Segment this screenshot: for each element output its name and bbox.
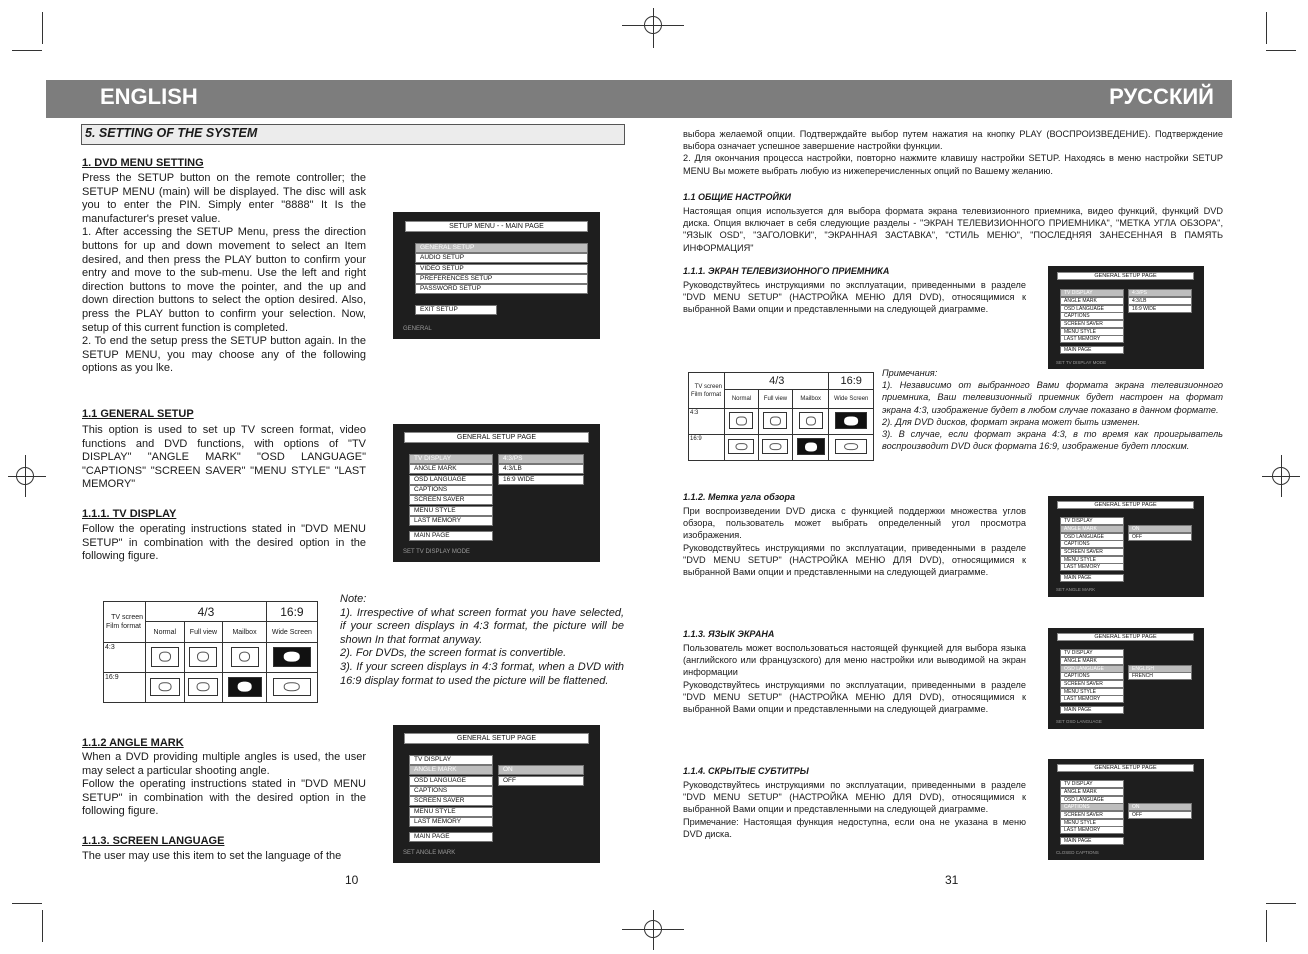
tv-display-heading: 1.1.1. TV DISPLAY: [82, 508, 177, 520]
ru-tv-heading: 1.1.1. ЭКРАН ТЕЛЕВИЗИОННОГО ПРИЕМНИКА: [683, 266, 890, 276]
table-cell: [758, 409, 792, 435]
option-item[interactable]: 16:9 WIDE: [498, 475, 584, 485]
menu-title: GENERAL SETUP PAGE: [1057, 633, 1194, 641]
screen-icon: [231, 647, 259, 667]
column-header: Mailbox: [792, 390, 829, 409]
option-item[interactable]: FRENCH: [1128, 672, 1192, 680]
menu-item[interactable]: CAPTIONS: [1060, 312, 1124, 320]
menu-item[interactable]: ANGLE MARK: [1060, 525, 1124, 533]
crop-mark: [8, 476, 46, 477]
table-cell: [829, 435, 874, 461]
menu-status: SET TV DISPLAY MODE: [403, 549, 470, 555]
menu-title: SETUP MENU - - MAIN PAGE: [405, 221, 588, 232]
menu-item[interactable]: CAPTIONS: [1060, 803, 1124, 811]
screen-icon: [728, 439, 754, 454]
menu-item[interactable]: TV DISPLAY: [1060, 780, 1124, 788]
menu-item[interactable]: AUDIO SETUP: [415, 253, 588, 263]
menu-item[interactable]: PASSWORD SETUP: [415, 284, 588, 294]
table-cell: [792, 435, 829, 461]
menu-item[interactable]: CAPTIONS: [1060, 540, 1124, 548]
angle-mark-screen: [393, 725, 600, 863]
menu-item[interactable]: PREFERENCES SETUP: [415, 274, 588, 284]
column-header: 16:9: [266, 602, 317, 622]
setup-menu-screen: [393, 212, 600, 339]
menu-item[interactable]: OSD LANGUAGE: [409, 776, 493, 786]
option-item[interactable]: 4:3/LB: [498, 464, 584, 474]
screen-icon: [150, 678, 180, 696]
menu-item[interactable]: ANGLE MARK: [409, 464, 493, 474]
column-header: Wide Screen: [829, 390, 874, 409]
main-page-item[interactable]: MAIN PAGE: [1060, 346, 1124, 354]
menu-status: SET TV DISPLAY MODE: [1056, 360, 1107, 365]
russian-label: РУССКИЙ: [1109, 84, 1214, 109]
menu-status: CLOSED CAPTIONS: [1056, 850, 1099, 855]
menu-status: SET ANGLE MARK: [1056, 587, 1096, 592]
screen-icon: [763, 412, 787, 429]
ru-captions-heading: 1.1.4. СКРЫТЫЕ СУБТИТРЫ: [683, 766, 809, 776]
ru-osd-language-screen: [1048, 628, 1204, 729]
crop-mark: [42, 12, 43, 44]
menu-item[interactable]: TV DISPLAY: [409, 454, 493, 464]
column-header: 4/3: [725, 373, 829, 390]
menu-item[interactable]: OSD LANGUAGE: [1060, 796, 1124, 804]
menu-item[interactable]: CAPTIONS: [1060, 672, 1124, 680]
crop-mark: [1281, 455, 1282, 497]
screen-icon: [228, 677, 262, 697]
menu-title: GENERAL SETUP PAGE: [404, 733, 589, 744]
screen-icon: [273, 678, 311, 696]
table-cell: [829, 409, 874, 435]
crop-mark: [12, 903, 42, 904]
column-header: Wide Screen: [266, 622, 317, 643]
screen-icon: [189, 647, 217, 667]
table-cell: [184, 643, 223, 673]
main-page-item[interactable]: MAIN PAGE: [1060, 837, 1124, 845]
row-header: 16:9: [104, 673, 146, 703]
menu-item[interactable]: CAPTIONS: [409, 786, 493, 796]
tv-notes: Note: 1). Irrespective of what screen format you have selected, if your screen displays in 4:3 format, the picture will be shown In that format anyway. 2). For DVDs, the screen format is convertible. 3). If your screen displays in 4:3 format, when a DVD with 16:9 display format to used the picture will be flattened.: [340, 593, 624, 687]
menu-item[interactable]: ANGLE MARK: [1060, 657, 1124, 665]
ru-general-text: Настоящая опция используется для выбора формата экрана телевизионного приемника, видео функций, функций DVD диска. Опция включает в себя следующие разделы - "ЭКРАН ТЕЛЕВИЗИОННОГО ПРИЕМНИКА", "МЕТКА УГЛА ОБЗОРА", "ЯЗЫК OSD", "ЗАГОЛОВКИ", "ЭКРАННАЯ ЗАСТАВКА", "СТИЛЬ МЕНЮ", "ПОСЛЕДНЯЯ ЗАНЕСЕННАЯ В ПАМЯТЬ ИНФОРМАЦИЯ": [683, 206, 1223, 253]
menu-item[interactable]: MENU STYLE: [1060, 819, 1124, 827]
crop-mark: [25, 455, 26, 497]
angle-mark-text: When a DVD providing multiple angles is used, the user may select a particular shooting angle. Follow the operating instructions stated in "DVD MENU SETUP" in combination with the desired option in the following figure.: [82, 751, 366, 818]
option-item[interactable]: OFF: [1128, 533, 1192, 541]
option-item[interactable]: OFF: [498, 776, 584, 786]
screen-icon: [797, 438, 825, 455]
menu-item[interactable]: ANGLE MARK: [1060, 788, 1124, 796]
table-cell: [184, 673, 223, 703]
menu-item[interactable]: ANGLE MARK: [409, 765, 493, 775]
general-setup-tv-screen: [393, 424, 600, 562]
angle-mark-heading: 1.1.2 ANGLE MARK: [82, 737, 184, 749]
menu-item[interactable]: LAST MEMORY: [409, 817, 493, 827]
screen-language-text: The user may use this item to set the language of the: [82, 850, 342, 862]
screen-icon: [799, 412, 823, 429]
menu-item[interactable]: MENU STYLE: [1060, 328, 1124, 336]
ru-tv-text: Руководствуйтесь инструкциями по эксплуатации, приведенными в разделе "DVD MENU SETUP" (НАСТРОЙКА МЕНЮ ДЛЯ DVD), относящимися к выбранной Вами опции и представленными на следующей диаграмме.: [683, 280, 1026, 315]
crop-mark: [1266, 903, 1296, 904]
column-header: Mailbox: [223, 622, 267, 643]
menu-item[interactable]: TV DISPLAY: [1060, 517, 1124, 525]
main-page-item[interactable]: MAIN PAGE: [1060, 706, 1124, 714]
table-cell: [725, 435, 759, 461]
ru-general-heading: 1.1 ОБЩИЕ НАСТРОЙКИ: [683, 192, 791, 202]
english-label: ENGLISH: [100, 84, 198, 109]
crop-mark: [1266, 12, 1267, 44]
table-cell: [792, 409, 829, 435]
menu-status: SET OSD LANGUAGE: [1056, 719, 1102, 724]
row-header: 4:3: [104, 643, 146, 673]
menu-item[interactable]: SCREEN SAVER: [409, 495, 493, 505]
page-number-left: 10: [345, 873, 359, 887]
menu-item[interactable]: LAST MEMORY: [1060, 826, 1124, 834]
ru-language-heading: 1.1.3. ЯЗЫК ЭКРАНА: [683, 629, 775, 639]
column-header: 4/3: [146, 602, 267, 622]
dvd-menu-text: Press the SETUP button on the remote controller; the SETUP MENU (main) will be displayed. The disc will ask you to enter the PIN. Simply enter "8888" It Is the manufacturer's preset value. 1. After accessing the SETUP Menu, press the direction buttons for up and down movement to select an Item desired, and then press the PLAY button to confirm your entry and move to the sub-menu. Use the left and right direction buttons to move the pointer, and the up and down direction buttons to select the option desired. Also, press the PLAY button to confirm your selection. Now, setup of this current function is completed. 2. To end the setup press the SETUP button again. In the SETUP MENU, you may choose any of the following options as you lke.: [82, 172, 366, 375]
menu-item[interactable]: SCREEN SAVER: [409, 796, 493, 806]
column-header: Normal: [725, 390, 759, 409]
menu-title: GENERAL SETUP PAGE: [1057, 764, 1194, 772]
menu-item[interactable]: ANGLE MARK: [1060, 297, 1124, 305]
menu-item[interactable]: SCREEN SAVER: [1060, 680, 1124, 688]
main-page-item[interactable]: MAIN PAGE: [1060, 574, 1124, 582]
ru-language-text: Пользователь может воспользоваться настоящей функцией для выбора языка (английского или французского) для меню настройки или выводимой на экран информации Руководствуйтесь инструкциями по эксплуатации, приведенными в разделе "DVD MENU SETUP" (НАСТРОЙКА МЕНЮ ДЛЯ DVD), относящимися к выбранной Вами опции и представленными на следующей диаграмме.: [683, 643, 1026, 715]
menu-item[interactable]: LAST MEMORY: [1060, 695, 1124, 703]
ru-angle-text: При воспроизведении DVD диска с функцией поддержки множества углов обзора, пользователь может выбрать определенный угол просмотра изображения. Руководствуйтесь инструкциями по эксплуатации, приведенными в разделе "DVD MENU SETUP" (НАСТРОЙКА МЕНЮ ДЛЯ DVD), относящимися к выбранной Вами опции и представленными на следующей диаграмме.: [683, 506, 1026, 578]
ru-angle-mark-screen: [1048, 496, 1204, 597]
menu-item[interactable]: GENERAL SETUP: [415, 243, 588, 253]
section-title: 5. SETTING OF THE SYSTEM: [81, 124, 625, 145]
menu-item[interactable]: MENU STYLE: [1060, 688, 1124, 696]
general-setup-text: This option is used to set up TV screen format, video functions and DVD functions, with options of "TV DISPLAY" "ANGLE MARK" "OSD LANGUAGE" "CAPTIONS" "SCREEN SAVER" "MENU STYLE" "LAST MEMORY": [82, 424, 366, 491]
row-header: 4:3: [689, 409, 725, 435]
menu-item[interactable]: SCREEN SAVER: [1060, 811, 1124, 819]
option-item[interactable]: ON: [498, 765, 584, 775]
menu-item[interactable]: OSD LANGUAGE: [409, 475, 493, 485]
ru-tv-display-screen: [1048, 266, 1204, 369]
table-cell: [266, 673, 317, 703]
screen-language-heading: 1.1.3. SCREEN LANGUAGE: [82, 835, 225, 847]
option-item[interactable]: ON: [1128, 525, 1192, 533]
crop-mark: [653, 910, 654, 950]
table-cell: [146, 673, 185, 703]
row-header: 16:9: [689, 435, 725, 461]
column-header: Full view: [184, 622, 223, 643]
table-corner: TV screen Film format: [689, 373, 725, 409]
screen-icon: [273, 647, 311, 667]
menu-item[interactable]: TV DISPLAY: [1060, 649, 1124, 657]
ru-captions-screen: [1048, 759, 1204, 860]
menu-title: GENERAL SETUP PAGE: [404, 432, 589, 443]
tv-display-text: Follow the operating instructions stated in "DVD MENU SETUP" in combination with the desired option in the following figure.: [82, 523, 366, 563]
tv-format-table: [103, 601, 318, 703]
menu-item[interactable]: LAST MEMORY: [1060, 563, 1124, 571]
menu-item[interactable]: OSD LANGUAGE: [1060, 665, 1124, 673]
menu-item[interactable]: SCREEN SAVER: [1060, 548, 1124, 556]
exit-setup-item[interactable]: EXIT SETUP: [415, 305, 497, 315]
option-item[interactable]: 4:3/PS: [1128, 289, 1192, 297]
main-page-item[interactable]: MAIN PAGE: [409, 531, 493, 541]
ru-captions-text: Руководствуйтесь инструкциями по эксплуатации, приведенными в разделе "DVD MENU SETUP" (НАСТРОЙКА МЕНЮ ДЛЯ DVD), относящимися к выбранной Вами опции и представленными на следующей диаграмме. Примечание: Настоящая функция недоступна, если она не указана в меню DVD диска.: [683, 780, 1026, 839]
menu-item[interactable]: VIDEO SETUP: [415, 264, 588, 274]
menu-item[interactable]: OSD LANGUAGE: [1060, 305, 1124, 313]
menu-title: GENERAL SETUP PAGE: [1057, 501, 1194, 509]
menu-item[interactable]: OSD LANGUAGE: [1060, 533, 1124, 541]
ru-tv-format-table: [688, 372, 874, 461]
crop-mark: [1266, 50, 1296, 51]
column-header: Normal: [146, 622, 185, 643]
dvd-menu-heading: 1. DVD MENU SETTING: [82, 157, 204, 169]
table-cell: [266, 643, 317, 673]
table-cell: [725, 409, 759, 435]
ru-tv-notes: Примечания: 1). Независимо от выбранного Вами формата экрана телевизионного приемника, Ваш телевизионный приемник будет настроен на формат экрана 4:3, изображение будет в любом случае показано в данном формате. 2). Для DVD дисков, формат экрана может быть изменен. 3). В случае, если формат экрана 4:3, в то время как проигрыватель воспроизводит DVD диск формата 16:9, изображение будет плоским.: [882, 368, 1223, 452]
ru-intro-text: выбора желаемой опции. Подтверждайте выбор путем нажатия на кнопку PLAY (ВОСПРОИЗВЕДЕНИЕ). Подтверждение выбора означает успешное завершение настройки функции. 2. Для окончания процесса настройки, повторно нажмите клавишу настройки SETUP. Находясь в меню настройки SETUP MENU Вы можете выбрать любую из нижеперечисленных опций по Вашему желанию.: [683, 129, 1223, 176]
menu-title: GENERAL SETUP PAGE: [1057, 272, 1194, 280]
page-number-right: 31: [945, 873, 959, 887]
menu-item[interactable]: TV DISPLAY: [409, 755, 493, 765]
menu-item[interactable]: MENU STYLE: [1060, 556, 1124, 564]
option-item[interactable]: ON: [1128, 803, 1192, 811]
screen-icon: [835, 412, 867, 429]
menu-item[interactable]: LAST MEMORY: [409, 516, 493, 526]
menu-item[interactable]: MENU STYLE: [409, 807, 493, 817]
table-cell: [758, 435, 792, 461]
table-cell: [223, 673, 267, 703]
crop-mark: [1266, 910, 1267, 942]
option-item[interactable]: 4:3/PS: [498, 454, 584, 464]
menu-item[interactable]: TV DISPLAY: [1060, 289, 1124, 297]
menu-status: SET ANGLE MARK: [403, 850, 456, 856]
screen-icon: [151, 647, 179, 667]
table-cell: [146, 643, 185, 673]
menu-item[interactable]: SCREEN SAVER: [1060, 320, 1124, 328]
menu-status: GENERAL: [403, 326, 432, 332]
crop-mark: [42, 910, 43, 942]
screen-icon: [729, 412, 753, 429]
menu-item[interactable]: MENU STYLE: [409, 506, 493, 516]
option-item[interactable]: ENGLISH: [1128, 665, 1192, 673]
ru-angle-heading: 1.1.2. Метка угла обзора: [683, 492, 796, 502]
screen-icon: [762, 439, 788, 454]
crop-mark: [653, 8, 654, 48]
crop-mark: [12, 50, 42, 51]
option-item[interactable]: 4:3/LB: [1128, 297, 1192, 305]
general-setup-heading: 1.1 GENERAL SETUP: [82, 408, 194, 420]
main-page-item[interactable]: MAIN PAGE: [409, 832, 493, 842]
screen-icon: [188, 678, 218, 696]
column-header: Full view: [758, 390, 792, 409]
menu-item[interactable]: LAST MEMORY: [1060, 335, 1124, 343]
column-header: 16:9: [829, 373, 874, 390]
table-cell: [223, 643, 267, 673]
table-corner: TV screen Film format: [104, 602, 146, 643]
language-banner: [46, 80, 1232, 118]
option-item[interactable]: 16:9 WIDE: [1128, 305, 1192, 313]
screen-icon: [835, 439, 867, 454]
option-item[interactable]: OFF: [1128, 811, 1192, 819]
menu-item[interactable]: CAPTIONS: [409, 485, 493, 495]
